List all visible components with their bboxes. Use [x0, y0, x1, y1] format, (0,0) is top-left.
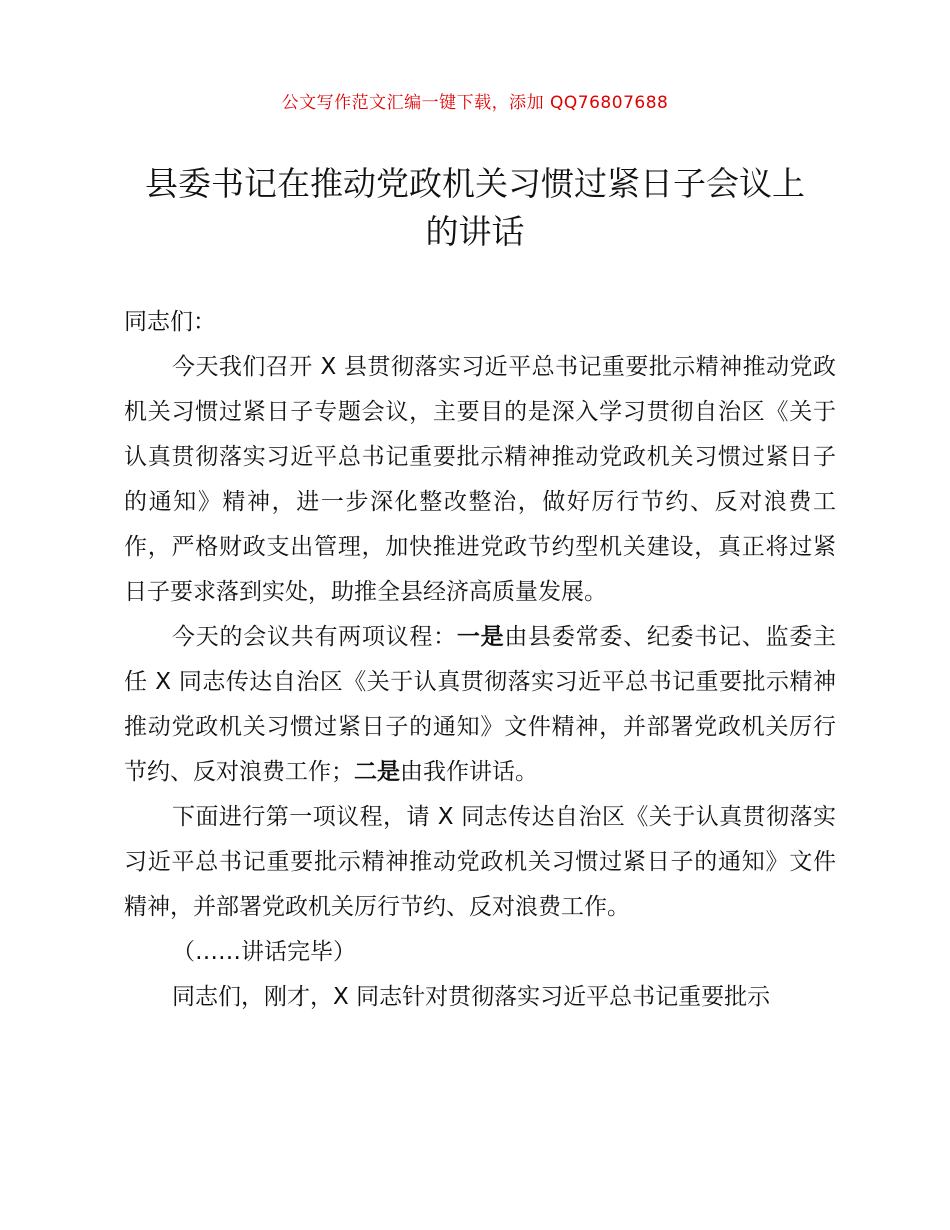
promo-header: 公文写作范文汇编一键下载，添加 QQ76807688: [281, 93, 669, 113]
agenda-item-1-label: 一是: [456, 624, 505, 650]
title-line-1: 县委书记在推动党政机关习惯过紧日子会议上: [145, 164, 805, 203]
paragraph-4: （……讲话完毕）: [172, 939, 356, 965]
paragraph-2: [124, 615, 836, 795]
paragraph-3: 下面进行第一项议程，请 X 同志传达自治区《关于认真贯彻落实习近平总书记重要批示精神推动党政机关习惯过紧日子的通知》文件精神，并部署党政机关厉行节约、反对浪费工作。: [124, 804, 836, 920]
document-title: [110, 160, 840, 256]
paragraph-5: 同志们，刚才，X 同志针对贯彻落实习近平总书记重要批示: [172, 984, 771, 1010]
agenda-intro: 今天的会议共有两项议程：: [172, 624, 457, 650]
agenda-item-1-text: 由县委常委、纪委书记、监委主任 X 同志传达自治区《关于认真贯彻落实习近平总书记重要批示精神推动党政机关习惯过紧日子的通知》文件精神，并部署党政机关厉行节约、反对浪费工作；: [124, 624, 837, 785]
agenda-item-2-label: 二是: [354, 759, 400, 785]
agenda-item-2-text: 由我作讲话。: [400, 759, 538, 785]
salutation: 同志们：: [124, 309, 216, 335]
title-line-2: 的讲话: [425, 212, 525, 251]
document-body: [124, 300, 836, 1020]
paragraph-1: 今天我们召开 X 县贯彻落实习近平总书记重要批示精神推动党政机关习惯过紧日子专题会议，主要目的是深入学习贯彻自治区《关于认真贯彻落实习近平总书记重要批示精神推动党政机关习惯过紧日子的通知》精神，进一步深化整改整治，做好厉行节约、反对浪费工作，严格财政支出管理，加快推进党政节约型机关建设，真正将过紧日子要求落到实处，助推全县经济高质量发展。: [124, 354, 836, 605]
